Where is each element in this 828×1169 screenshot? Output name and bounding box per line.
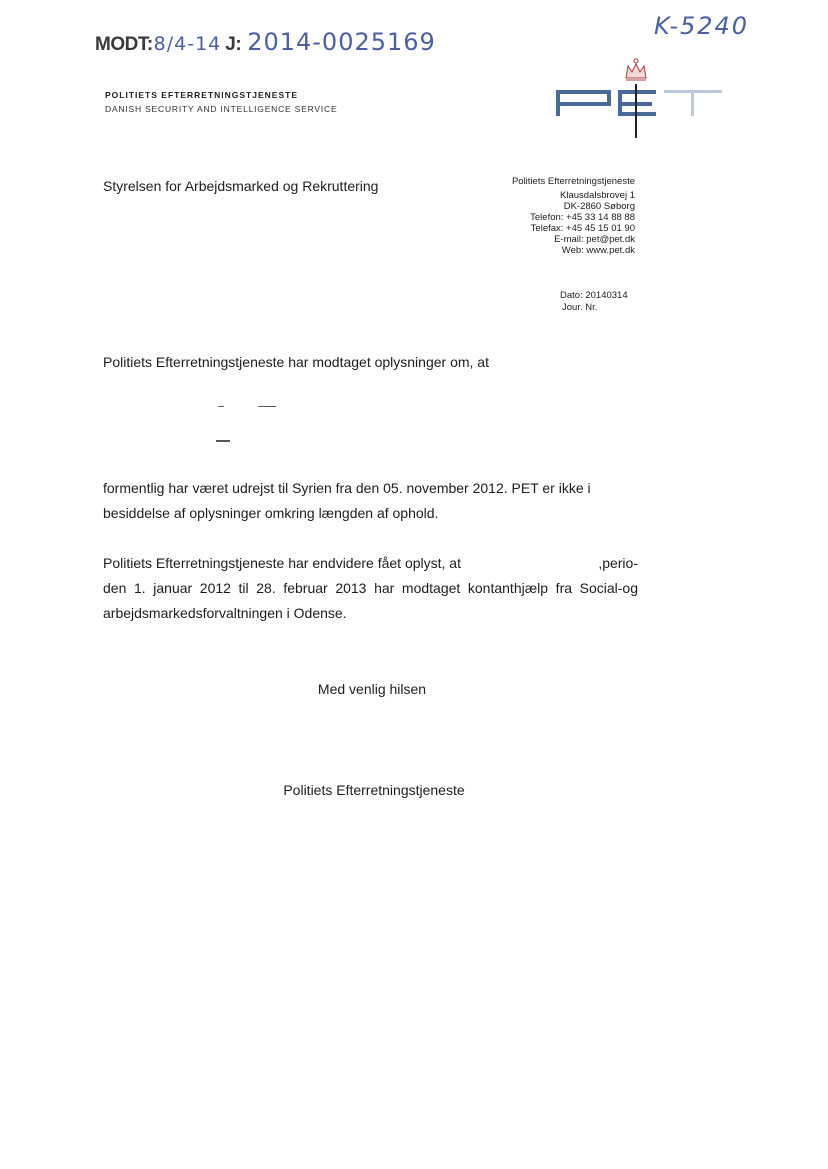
redaction-mark: [258, 406, 276, 407]
paragraph-benefits-fragment: ,perio-: [598, 555, 638, 571]
redaction-mark: [216, 440, 230, 442]
sender-name: Politiets Efterretningstjeneste: [511, 176, 635, 187]
received-label: MODT:: [95, 34, 153, 55]
sender-street: Klausdalsbrovej 1: [560, 190, 635, 201]
sender-fax: Telefax: +45 45 15 01 90: [530, 223, 635, 234]
paragraph-travel-line-1: formentlig har været udrejst til Syrien fra den 05. november 2012. PET er ikke i: [103, 480, 591, 496]
paragraph-benefits-start: Politiets Efterretningstjeneste har endvidere fået oplyst, at: [103, 555, 461, 571]
sender-phone: Telefon: +45 33 14 88 88: [530, 212, 635, 223]
signature: Politiets Efterretningstjeneste: [283, 782, 465, 798]
letter-date: Dato: 20140314: [560, 290, 628, 301]
paragraph-benefits-rest: den 1. januar 2012 til 28. februar 2013 har modtaget kontanthjælp fra Social-og arbejdsmarkedsforvaltningen i Odense.: [103, 580, 638, 621]
crown-icon: [626, 59, 646, 80]
recipient: Styrelsen for Arbejdsmarked og Rekruttering: [103, 178, 379, 194]
logo-letter-t: [664, 90, 722, 116]
received-date: 8/4-14: [153, 33, 222, 55]
sender-email: E-mail: pet@pet.dk: [554, 234, 635, 245]
agency-name-danish: POLITIETS EFTERRETNINGSTJENESTE: [105, 90, 298, 100]
logo-letter-p: [556, 90, 611, 116]
pet-logo: [556, 58, 724, 138]
journal-number: 2014-0025169: [247, 28, 436, 56]
paragraph-travel: [103, 476, 638, 526]
sender-address: [512, 176, 635, 256]
letter-meta: [560, 290, 628, 314]
agency-name-english: DANISH SECURITY AND INTELLIGENCE SERVICE: [105, 104, 338, 114]
journal-label: J:: [225, 34, 242, 55]
journal-reference: Jour. Nr.: [562, 302, 598, 313]
agency-header: [105, 90, 337, 114]
sender-city: DK-2860 Søborg: [563, 201, 635, 212]
sender-web: Web: www.pet.dk: [561, 245, 635, 256]
paragraph-intro: Politiets Efterretningstjeneste har modtaget oplysninger om, at: [103, 354, 489, 370]
case-number: K-5240: [654, 12, 750, 40]
paragraph-benefits: [103, 551, 638, 626]
logo-divider: [635, 84, 637, 138]
closing: Med venlig hilsen: [317, 681, 427, 697]
received-stamp: [95, 28, 436, 56]
paragraph-travel-line-2: besiddelse af oplysninger omkring længden af ophold.: [103, 505, 439, 521]
redaction-mark: [218, 406, 224, 407]
